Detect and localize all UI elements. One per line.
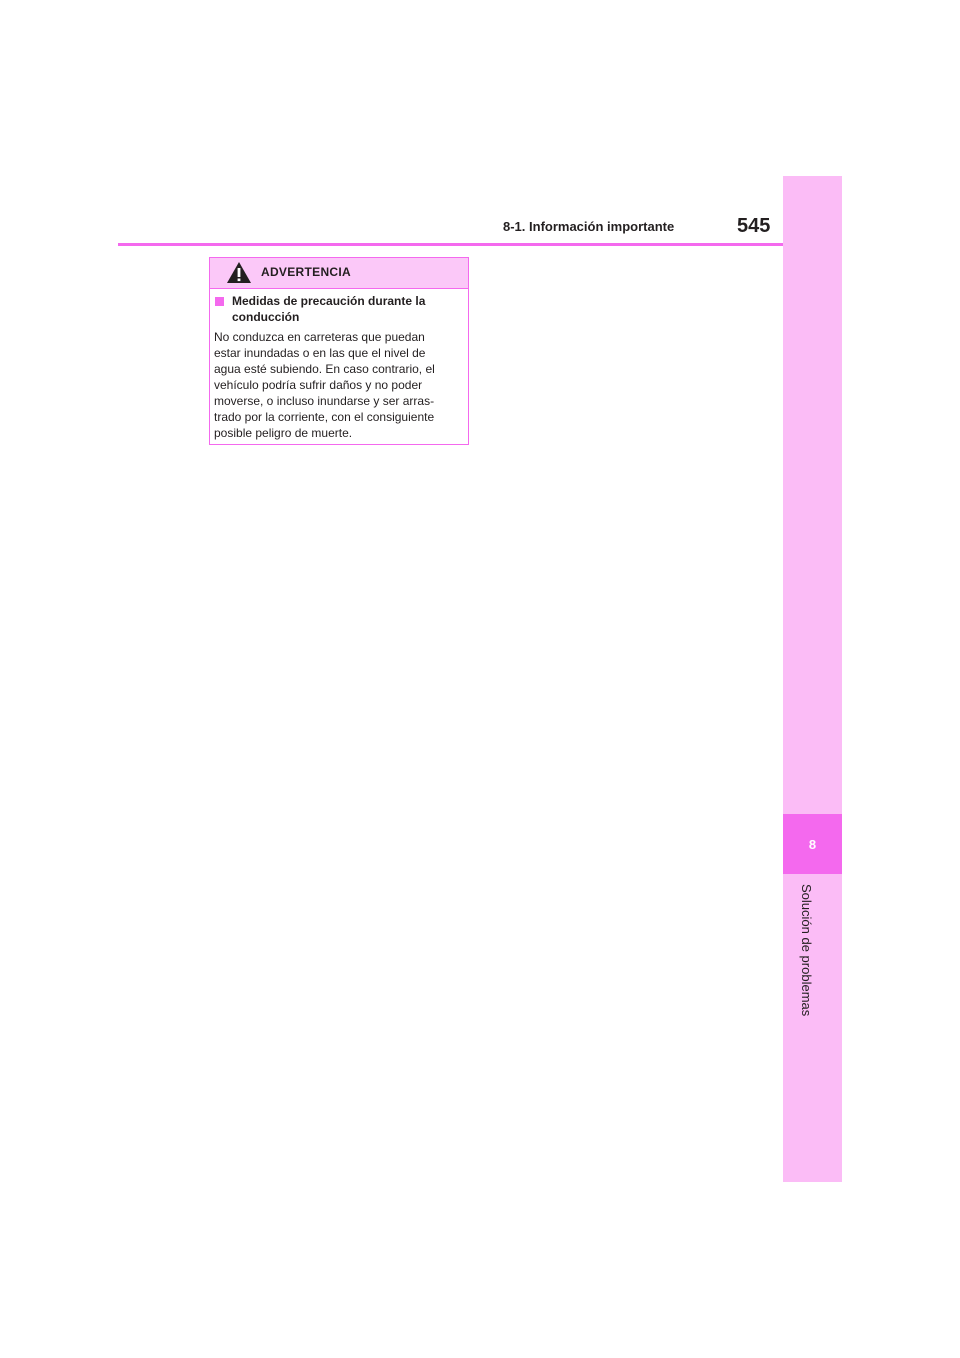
subheading-text — [232, 293, 425, 325]
warning-text — [214, 329, 464, 441]
warning-label: ADVERTENCIA — [261, 265, 351, 279]
warning-text-line: vehículo podría sufrir daños y no poder — [214, 378, 423, 392]
warning-text-line: posible peligro de muerte. — [214, 426, 353, 440]
warning-text-line: estar inundadas o en las que el nivel de — [214, 346, 426, 360]
square-bullet-icon — [215, 297, 224, 306]
subheading-line: Medidas de precaución durante la — [232, 294, 426, 308]
warning-text-line: No conduzca en carreteras que puedan — [214, 330, 425, 344]
warning-box — [209, 257, 469, 445]
warning-text-line: trado por la corriente, con el consiguiente — [214, 410, 435, 424]
page-number: 545 — [737, 215, 771, 237]
chapter-title: Solución de problemas — [799, 884, 814, 1017]
section-title: 8-1. Información importante — [503, 219, 675, 234]
chapter-number: 8 — [808, 836, 817, 852]
warning-subheading — [214, 293, 464, 325]
warning-text-line: agua esté subiendo. En caso contrario, el — [214, 362, 435, 376]
warning-text-line: moverse, o incluso inundarse y ser arras- — [214, 394, 435, 408]
warning-triangle-icon — [226, 261, 252, 284]
subheading-line: conducción — [232, 310, 300, 324]
warning-header — [210, 258, 468, 289]
warning-body — [210, 289, 468, 441]
chapter-tab[interactable] — [783, 814, 842, 874]
header-divider — [118, 243, 783, 246]
